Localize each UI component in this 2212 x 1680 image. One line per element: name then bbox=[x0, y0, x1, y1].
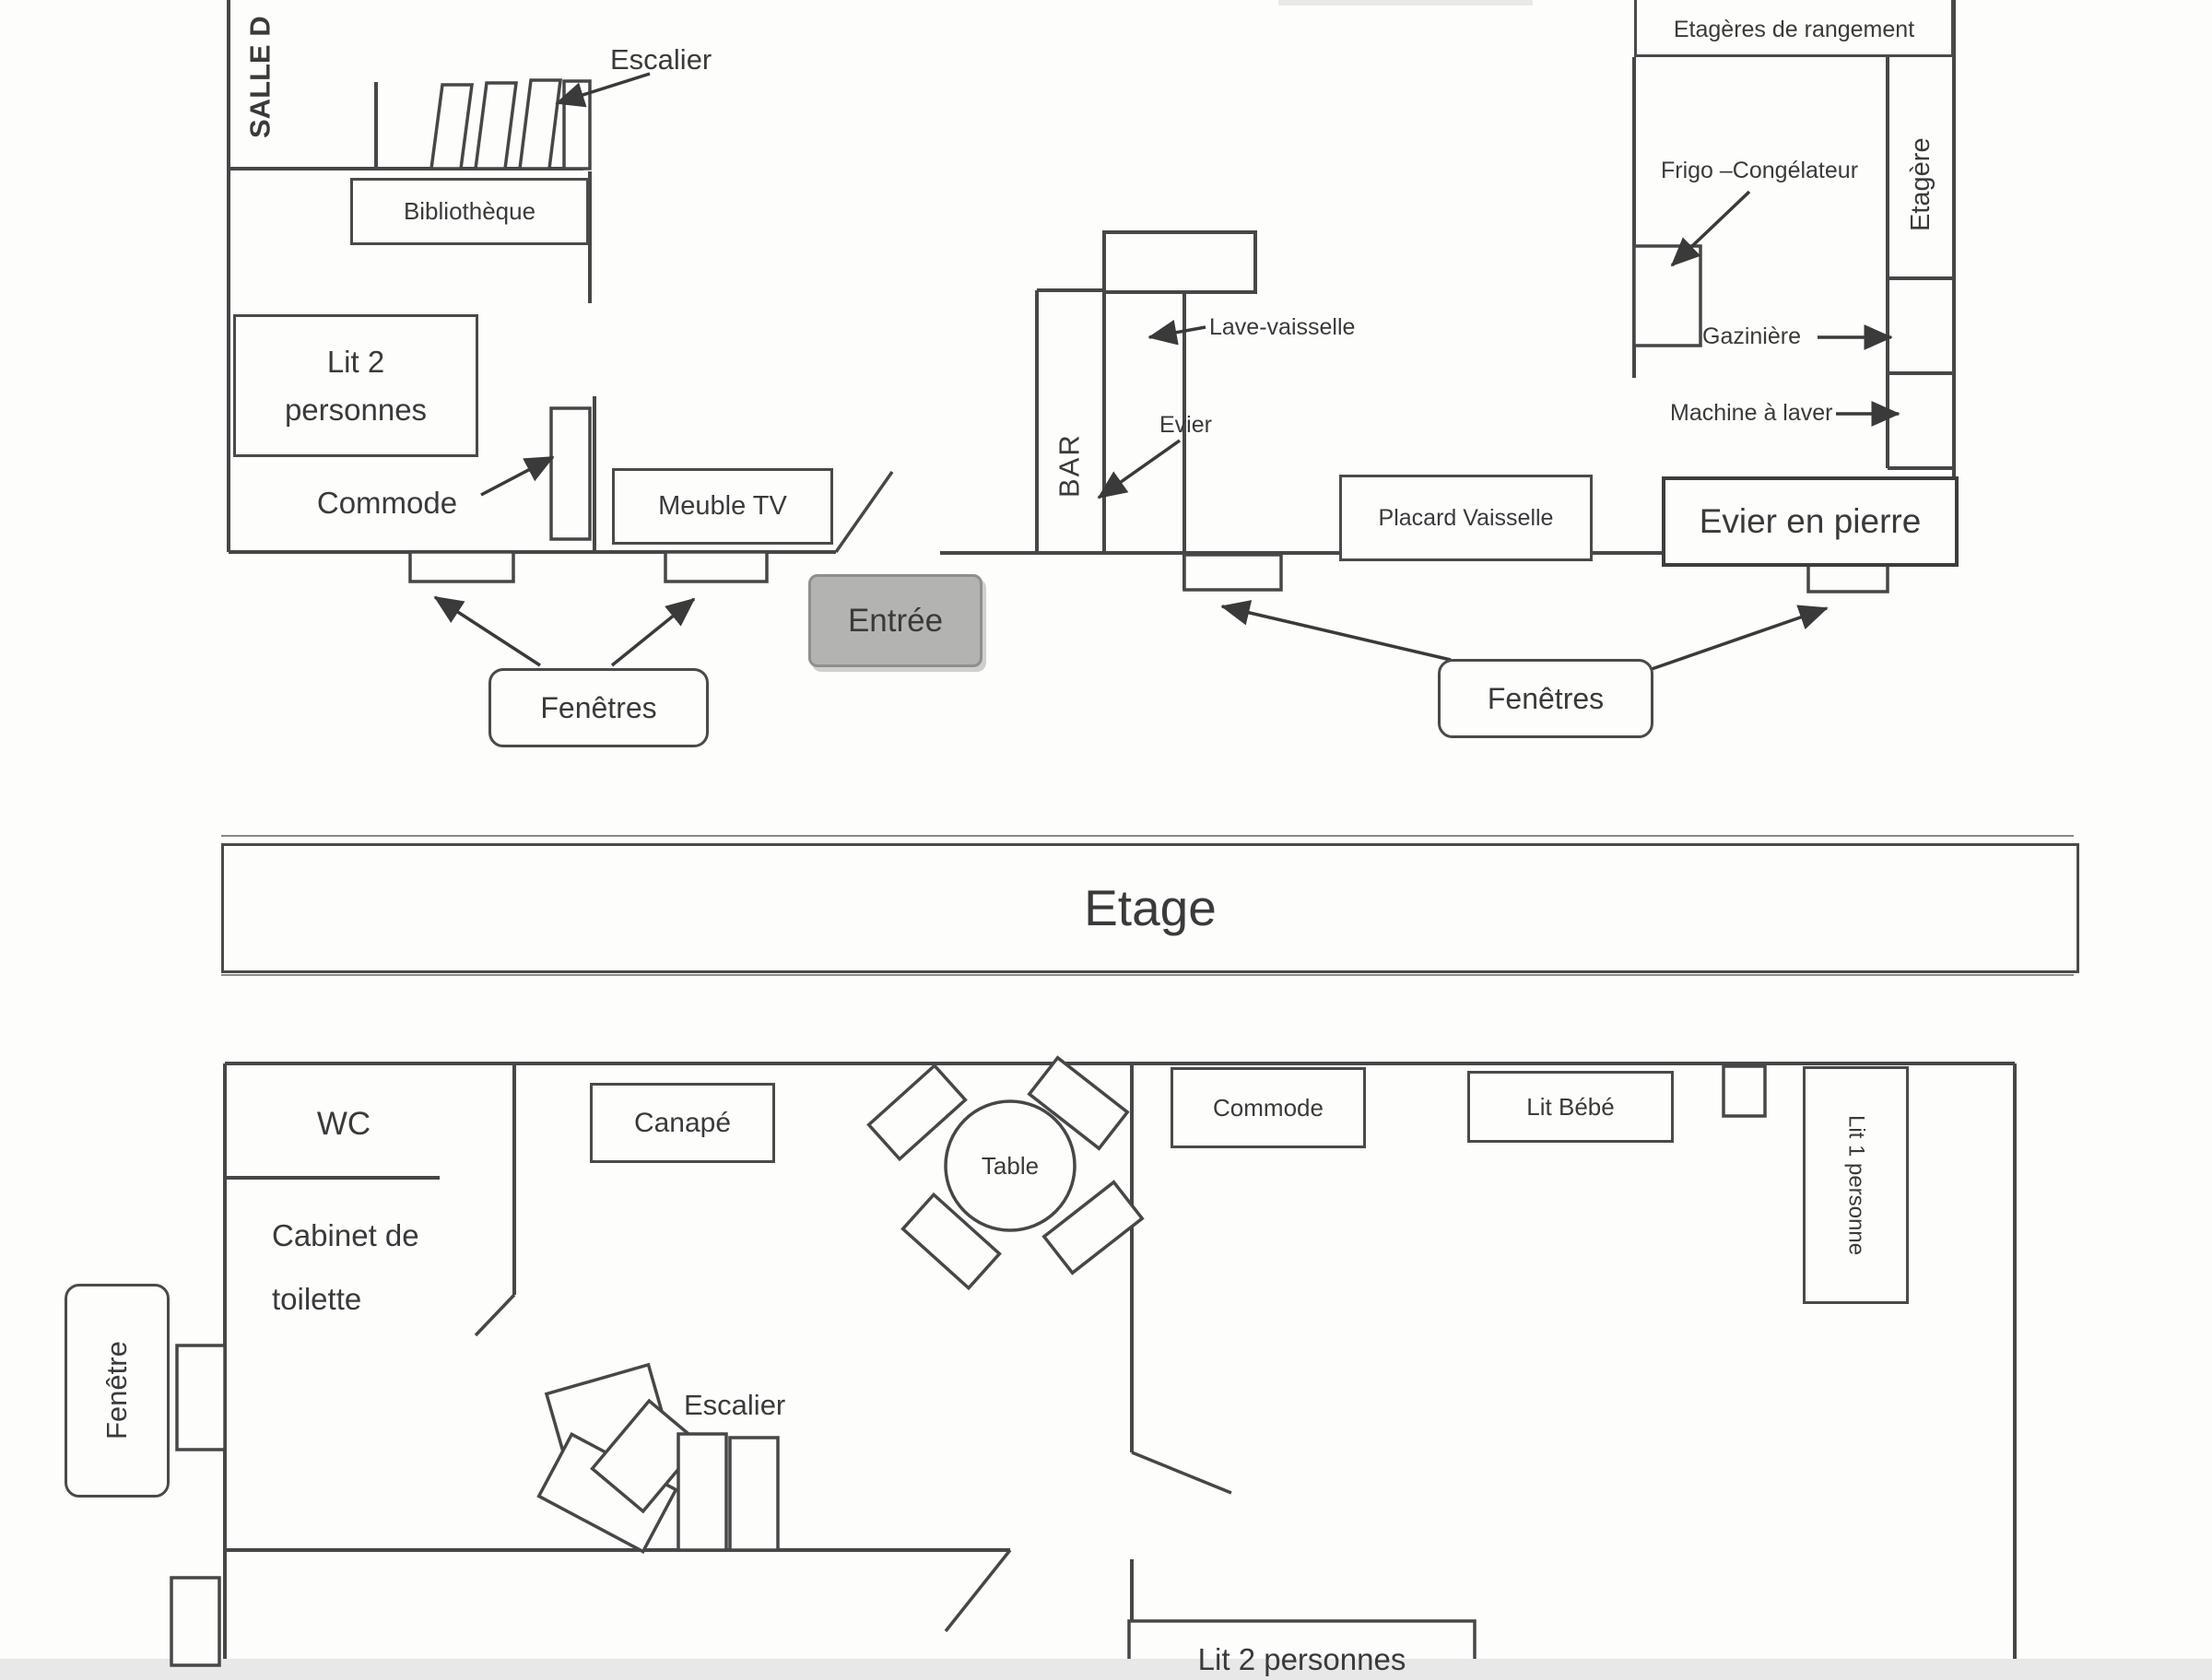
stair-step bbox=[476, 83, 516, 169]
etage-banner: Etage bbox=[221, 843, 2079, 973]
central-door-swing bbox=[1132, 1452, 1231, 1493]
commode-upper-box: Commode bbox=[1171, 1067, 1366, 1148]
window bbox=[171, 1578, 219, 1665]
window bbox=[177, 1345, 225, 1450]
upper-floor-walls bbox=[225, 1063, 2015, 1659]
stair-step bbox=[520, 80, 560, 169]
label-escalier-upper: Escalier bbox=[684, 1388, 786, 1421]
cabinet-line1: Cabinet de bbox=[272, 1218, 419, 1252]
evier-en-pierre-box: Evier en pierre bbox=[1662, 476, 1959, 567]
canape-box: Canapé bbox=[590, 1083, 775, 1163]
bar-counter bbox=[1104, 232, 1255, 292]
commode-furniture bbox=[551, 408, 590, 539]
fridge-freezer bbox=[1634, 246, 1700, 346]
fenetres-left-box: Fenêtres bbox=[488, 668, 709, 747]
meuble-tv-box: Meuble TV bbox=[612, 468, 833, 545]
entree-badge: Entrée bbox=[808, 574, 982, 667]
lit-2-personnes-box bbox=[233, 314, 478, 457]
lit-2-line1: Lit 2 bbox=[326, 345, 385, 380]
label-wc: WC bbox=[316, 1106, 371, 1143]
stair-step bbox=[431, 85, 472, 169]
lit-1-personne-box: Lit 1 personne bbox=[1803, 1066, 1909, 1304]
fenetres-right-box: Fenêtres bbox=[1438, 659, 1653, 738]
label-lave-vaisselle: Lave-vaisselle bbox=[1209, 314, 1356, 341]
arrow-fenetre-1 bbox=[435, 597, 540, 665]
window bbox=[410, 552, 513, 582]
label-bar: BAR bbox=[1053, 433, 1086, 498]
label-gaziniere: Gazinière bbox=[1702, 323, 1801, 350]
cabinet-line2: toilette bbox=[272, 1281, 362, 1316]
bibliotheque-box: Bibliothèque bbox=[350, 178, 589, 245]
arrow-lave-vaisselle bbox=[1149, 327, 1206, 337]
label-commode-ground: Commode bbox=[316, 486, 458, 521]
label-frigo-congelateur: Frigo –Congélateur bbox=[1661, 158, 1859, 184]
room-label-salle: SALLE D bbox=[243, 16, 276, 139]
label-machine-a-laver: Machine à laver bbox=[1670, 400, 1833, 427]
label-cabinet-toilette bbox=[272, 1216, 493, 1318]
label-lit-2-personnes-upper: Lit 2 personnes bbox=[1197, 1642, 1406, 1677]
stair-shape bbox=[730, 1438, 778, 1550]
stairs-ground-floor bbox=[431, 80, 590, 169]
window bbox=[1184, 555, 1281, 590]
label-escalier-ground: Escalier bbox=[610, 42, 712, 76]
small-cabinet bbox=[1724, 1066, 1765, 1116]
lit-2-line2: personnes bbox=[284, 392, 428, 427]
label-etagere: Etagère bbox=[1905, 137, 1936, 231]
label-evier: Evier bbox=[1159, 412, 1212, 439]
window bbox=[665, 552, 767, 582]
arrow-fenetre-4 bbox=[1652, 608, 1827, 669]
arrow-frigo bbox=[1672, 192, 1749, 265]
lit-bebe-box: Lit Bébé bbox=[1467, 1071, 1674, 1143]
label-table: Table bbox=[981, 1151, 1040, 1180]
arrow-fenetre-3 bbox=[1222, 606, 1451, 660]
placard-vaisselle-box: Placard Vaisselle bbox=[1339, 475, 1593, 561]
fenetre-box: Fenêtre bbox=[65, 1284, 170, 1498]
arrow-fenetre-2 bbox=[612, 599, 694, 665]
entrance-door-swing bbox=[836, 472, 892, 552]
arrow-commode bbox=[481, 457, 553, 495]
arrow-evier bbox=[1099, 441, 1180, 498]
stair-shape bbox=[678, 1434, 726, 1550]
etageres-rangement-box: Etagères de rangement bbox=[1634, 0, 1954, 57]
stairwell-door-swing bbox=[946, 1550, 1010, 1631]
